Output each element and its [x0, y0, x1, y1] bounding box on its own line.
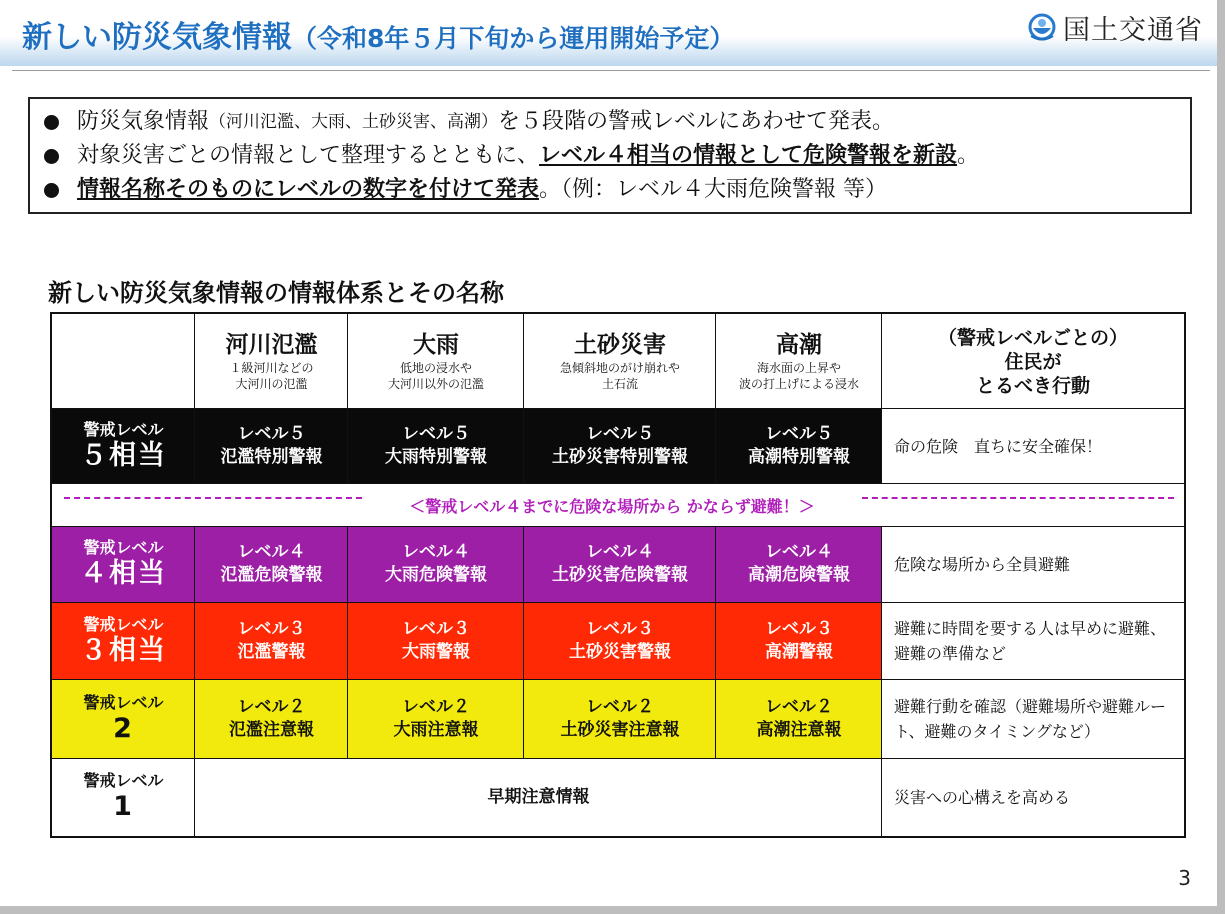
cell-line: レベル３: [765, 618, 833, 639]
column-header-desc: 大河川以外の氾濫: [387, 376, 484, 391]
bullet-3-text-a: 情報名称そのものにレベルの数字を付けて発表: [77, 177, 540, 202]
level-label-text: 警戒レベル: [83, 420, 164, 439]
cell-line: 高潮特別警報: [748, 447, 850, 467]
cell-line: 土砂災害危険警報: [552, 565, 688, 585]
grid-line: [347, 312, 348, 483]
page-title: [22, 12, 734, 56]
column-header-desc: 急傾斜地のがけ崩れや: [559, 360, 680, 375]
mlit-logo-icon: [1027, 12, 1057, 44]
grid-line: [50, 758, 1186, 759]
level-value-text: 1: [113, 791, 134, 822]
bullet-dot-icon: [44, 183, 59, 198]
cell-line: レベル５: [586, 424, 654, 444]
info-table: [50, 312, 1186, 838]
level-label-text: 警戒レベル: [83, 538, 164, 557]
bullet-1-text-b: （河川氾濫、大雨、土砂災害、高潮）: [209, 112, 499, 132]
column-header-title: 土砂災害: [574, 331, 666, 358]
bullet-2-text-b: レベル４相当の情報として危険警報を新設: [539, 143, 958, 168]
cell-line: 大雨注意報: [393, 719, 479, 740]
page-title-main: 新しい防災気象情報: [22, 20, 292, 55]
logo-text: 国土交通省: [1063, 15, 1203, 46]
column-header-desc: 大河川の氾濫: [235, 376, 308, 391]
logo: [1027, 8, 1203, 47]
level-3-action: 避難に時間を要する人は早めに避難、避難の準備など: [894, 618, 1167, 663]
bullet-3-text-b: 。（例：レベル４大雨危険警報 等）: [539, 177, 888, 202]
column-header-desc: １級河川などの: [229, 360, 314, 375]
grid-line: [50, 602, 1186, 603]
cell-line: レベル４: [765, 542, 833, 562]
grid-line: [881, 312, 882, 483]
bullet-2-text-a: 対象災害ごとの情報として整理するとともに、: [77, 143, 540, 168]
level-value-text: ４相当: [80, 558, 167, 589]
cell-line: 高潮警報: [765, 641, 833, 662]
bullet-1-text-c: を５段階の警戒レベルにあわせて発表。: [498, 109, 895, 134]
cell-line: レベル２: [402, 696, 470, 717]
cell-line: レベル５: [765, 424, 833, 444]
bullet-dot-icon: [44, 115, 59, 130]
cell-line: レベル４: [402, 542, 470, 562]
cell-line: レベル３: [586, 618, 654, 639]
cell-line: 早期注意情報: [487, 786, 590, 807]
grid-line: [50, 679, 1186, 680]
grid-line: [50, 526, 1186, 527]
action-header-line: とるべき行動: [975, 374, 1090, 397]
cell-line: 大雨特別警報: [385, 447, 487, 467]
column-header-desc: 波の打上げによる浸水: [738, 376, 859, 391]
column-header-desc: 土石流: [601, 376, 638, 391]
title-divider: [12, 70, 1210, 71]
cell-line: 氾濫警報: [237, 641, 306, 662]
column-header-title: 大雨: [413, 331, 459, 358]
page-number: 3: [1178, 866, 1191, 890]
cell-line: 大雨警報: [402, 641, 470, 662]
column-header-title: 河川氾濫: [225, 331, 318, 358]
grid-line: [194, 526, 195, 838]
cell-line: 氾濫危険警報: [220, 565, 323, 585]
grid-line: [523, 526, 524, 758]
cell-line: 氾濫特別警報: [220, 447, 323, 467]
bullet-1-text-a: 防災気象情報: [77, 109, 210, 134]
cell-line: レベル４: [237, 542, 306, 562]
grid-line: [50, 408, 1186, 409]
section-title: 新しい防災気象情報の情報体系とその名称: [48, 279, 504, 307]
cell-line: レベル５: [402, 424, 470, 444]
level-value-text: ３相当: [80, 634, 167, 666]
column-header-title: 高潮: [776, 331, 822, 358]
level-label-text: 警戒レベル: [83, 614, 164, 634]
cell-line: レベル４: [586, 542, 654, 562]
cell-line: レベル３: [402, 618, 470, 639]
level-1-action: 災害への心構えを高める: [894, 787, 1071, 807]
cell-line: 高潮危険警報: [748, 565, 850, 585]
cell-line: レベル３: [237, 618, 306, 639]
cell-line: レベル２: [586, 696, 654, 717]
cell-line: 土砂災害特別警報: [552, 447, 688, 467]
cell-line: 氾濫注意報: [229, 719, 314, 740]
level-value-text: ５相当: [80, 440, 167, 471]
summary-box: [28, 97, 1192, 214]
grid-line: [50, 483, 1186, 484]
level-2-action: 避難行動を確認（避難場所や避難ルート、避難のタイミングなど）: [894, 696, 1167, 741]
cell-line: レベル２: [237, 696, 306, 717]
grid-line: [881, 526, 882, 838]
bullet-3: [44, 173, 1176, 207]
banner-text: ＜警戒レベル４までに危険な場所から かならず避難！＞: [409, 496, 815, 516]
column-header-desc: 海水面の上昇や: [756, 360, 841, 375]
column-header-desc: 低地の浸水や: [399, 360, 472, 375]
level-label-text: 警戒レベル: [83, 771, 164, 790]
cell-line: レベル５: [237, 424, 306, 444]
grid-line: [194, 312, 195, 483]
grid-line: [347, 526, 348, 758]
level-label-text: 警戒レベル: [83, 692, 164, 712]
bullet-2-text-c: 。: [957, 143, 980, 168]
bullet-dot-icon: [44, 149, 59, 164]
grid-line: [715, 312, 716, 483]
grid-line: [523, 312, 524, 483]
action-header-line: （警戒レベルごとの）: [937, 326, 1128, 349]
cell-line: レベル２: [765, 696, 833, 717]
page-title-subtitle: （令和8年５月下旬から運用開始予定）: [292, 24, 735, 53]
cell-line: 高潮注意報: [756, 719, 842, 740]
action-header-line: 住民が: [1004, 350, 1062, 373]
bullet-2: [44, 139, 1176, 173]
cell-line: 土砂災害警報: [569, 641, 671, 662]
level-4-action: 危険な場所から全員避難: [894, 554, 1071, 574]
cell-line: 大雨危険警報: [385, 565, 487, 585]
bullet-1: [44, 105, 1176, 139]
grid-line: [715, 526, 716, 758]
cell-line: 土砂災害注意報: [560, 719, 680, 740]
level-value-text: 2: [113, 712, 134, 744]
level-5-action: 命の危険 直ちに安全確保！: [894, 436, 1103, 456]
